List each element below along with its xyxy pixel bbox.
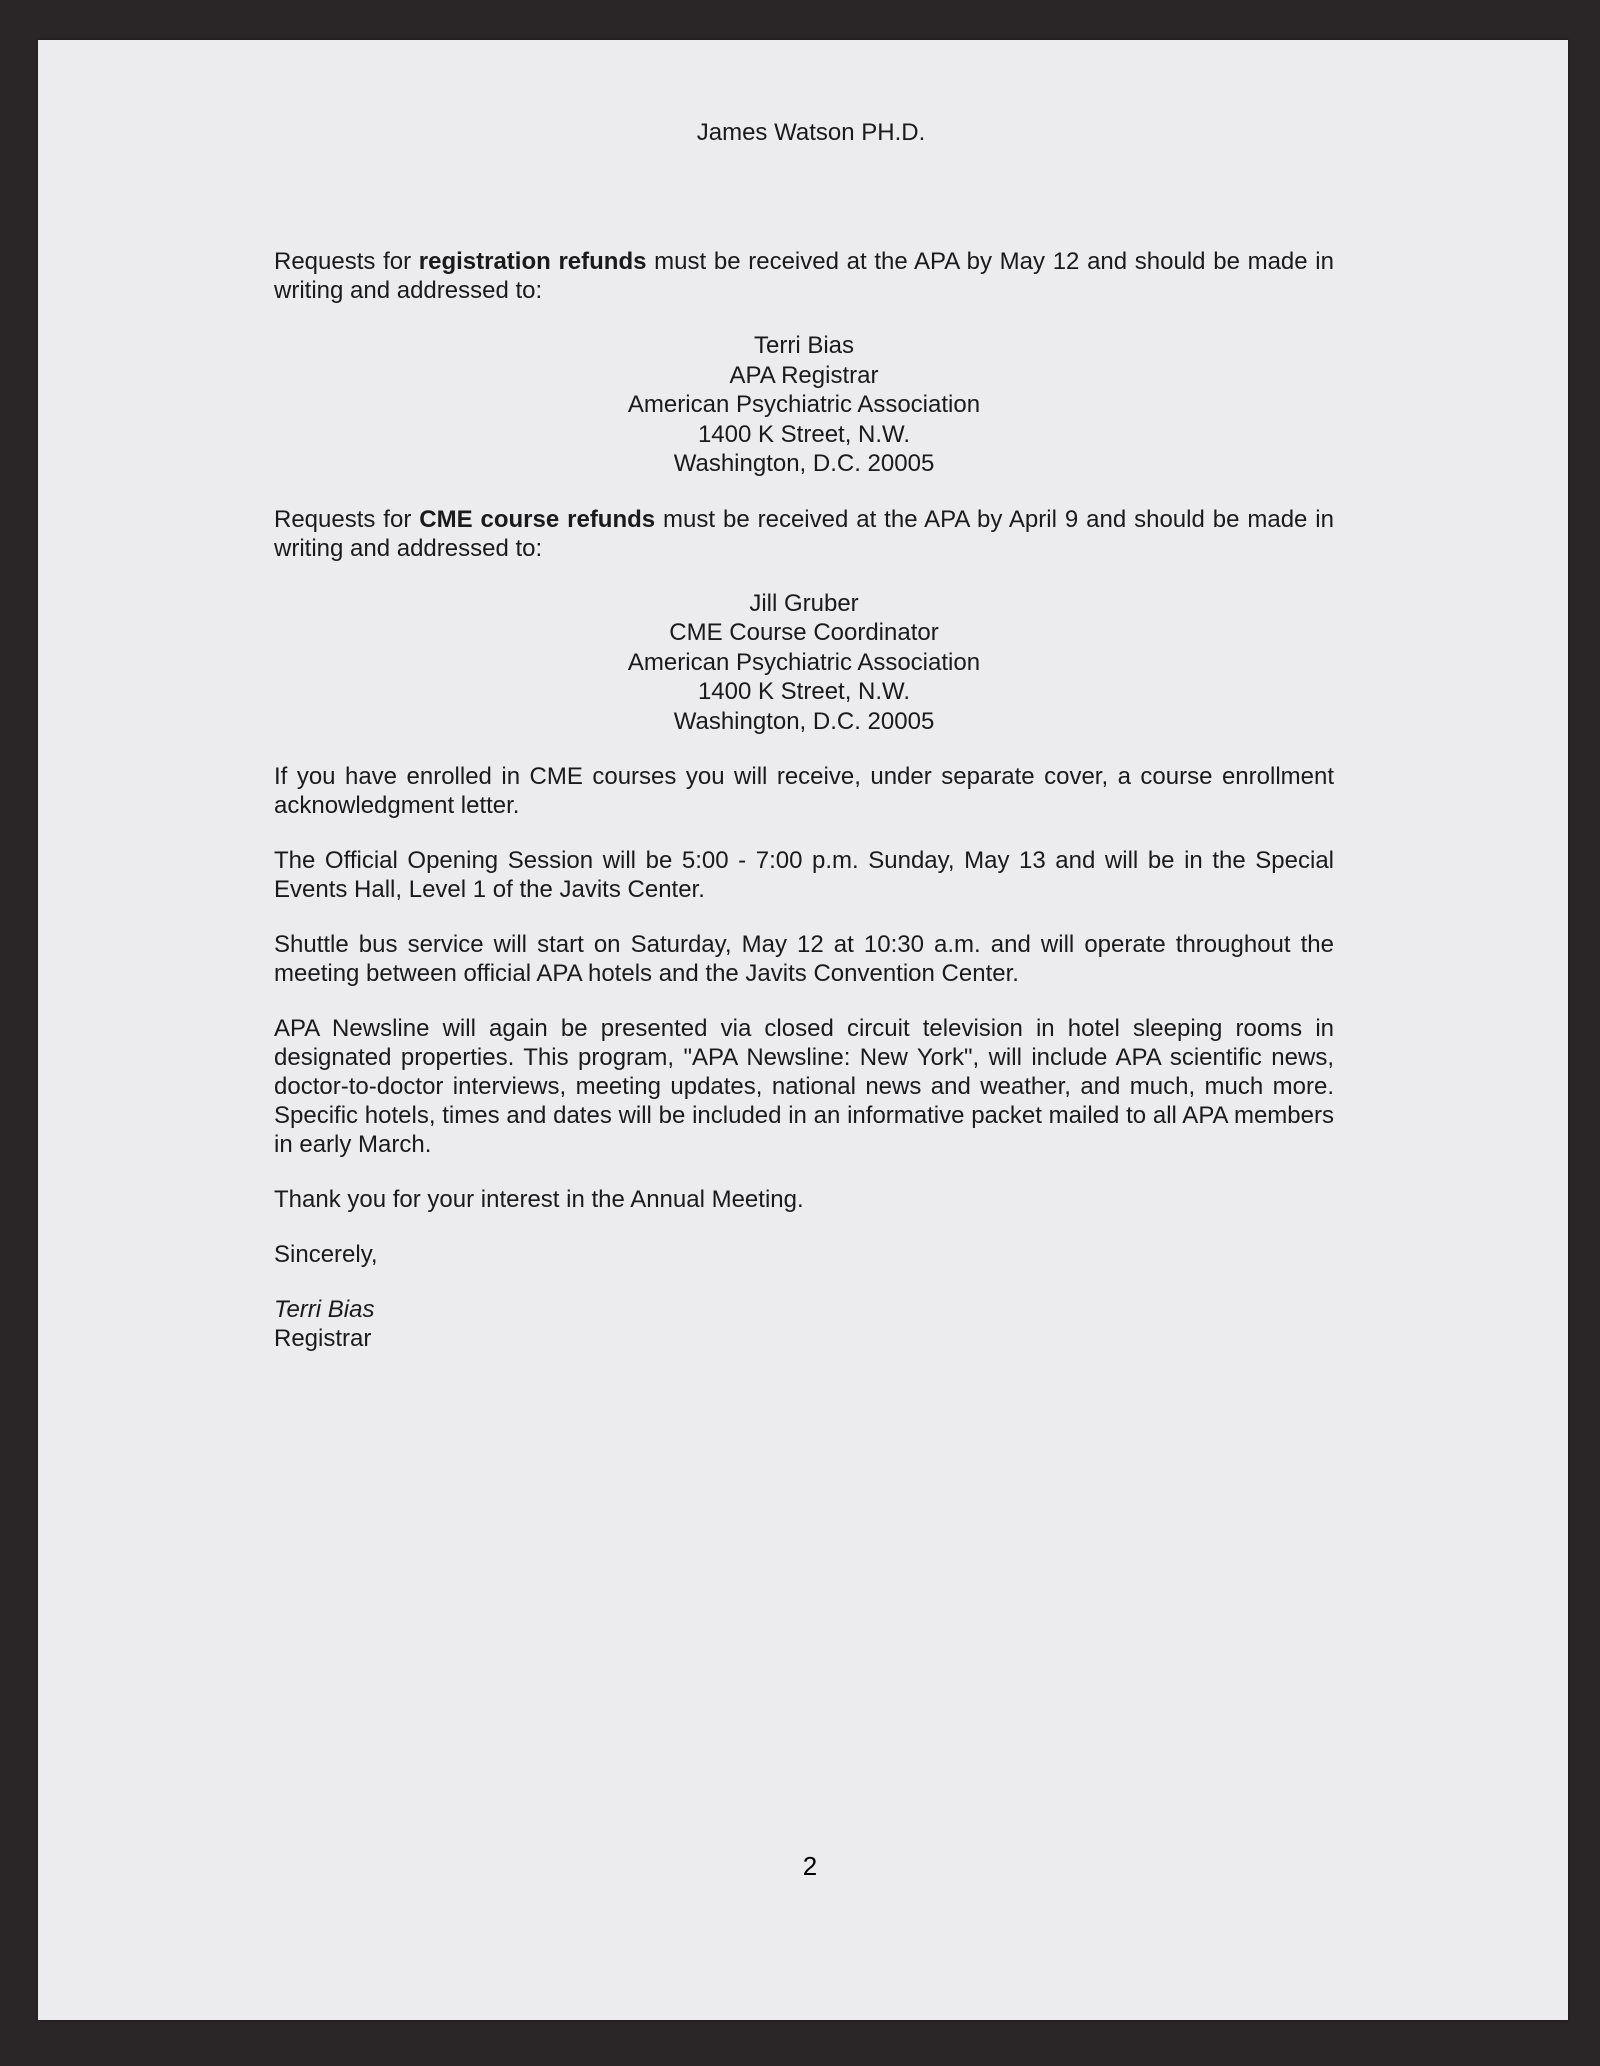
letter-body	[274, 118, 1334, 1353]
salutation: Sincerely,	[274, 1241, 378, 1268]
shuttle-paragraph: Shuttle bus service will start on Saturday, May 12 at 10:30 a.m. and will operate throughout the meeting between official APA hotels and the Javits Convention Center.	[274, 931, 1334, 987]
document-page	[38, 40, 1568, 2020]
registration-refund-paragraph	[274, 247, 1334, 305]
address-line: American Psychiatric Association	[627, 648, 981, 676]
page-number: 2	[802, 1851, 818, 1881]
opening-session-paragraph: The Official Opening Session will be 5:00 - 7:00 p.m. Sunday, May 13 and will be in the Special Events Hall, Level 1 of the Javits Center.	[274, 847, 1334, 903]
cme-refund-bold: CME course refunds	[419, 505, 656, 533]
newsline-paragraph: APA Newsline will again be presented via closed circuit television in hotel sleeping rooms in designated properties. This program, "APA Newsline: New York", will include APA scientific news, doctor-to-doctor interviews, meeting updates, national news and weather, and much, much more. Specific hotels, times and dates will be included in an informative packet mailed to all APA members in early March.	[274, 1015, 1334, 1158]
cme-refund-post: must be received at the APA by April 9 and should be made in writing and addressed to:	[274, 505, 1334, 562]
thanks-paragraph: Thank you for your interest in the Annual Meeting.	[274, 1186, 804, 1213]
address-line: Terri Bias	[753, 332, 855, 359]
address-line: Washington, D.C. 20005	[673, 450, 935, 477]
address-line: Jill Gruber	[749, 589, 859, 617]
registration-refund-bold: registration refunds	[418, 248, 647, 275]
cme-refund-pre: Requests for	[274, 505, 420, 533]
cme-coordinator-address	[274, 589, 1334, 737]
cme-refund-paragraph	[274, 505, 1334, 563]
address-line: APA Registrar	[729, 361, 879, 389]
signer-title: Registrar	[274, 1325, 372, 1352]
address-line: American Psychiatric Association	[627, 391, 981, 418]
letter-header: James Watson PH.D.	[696, 119, 926, 146]
cme-enrolled-paragraph: If you have enrolled in CME courses you will receive, under separate cover, a course enrollment acknowledgment letter.	[274, 763, 1334, 819]
signature: Terri Bias	[274, 1296, 375, 1323]
registration-refund-pre: Requests for	[274, 248, 419, 275]
registrar-address	[274, 331, 1334, 479]
address-line: CME Course Coordinator	[669, 619, 939, 646]
address-line: 1400 K Street, N.W.	[697, 420, 911, 448]
address-line: 1400 K Street, N.W.	[697, 678, 911, 705]
address-line: Washington, D.C. 20005	[673, 707, 935, 735]
registration-refund-post: must be received at the APA by May 12 and should be made in writing and addressed to:	[274, 248, 1334, 304]
